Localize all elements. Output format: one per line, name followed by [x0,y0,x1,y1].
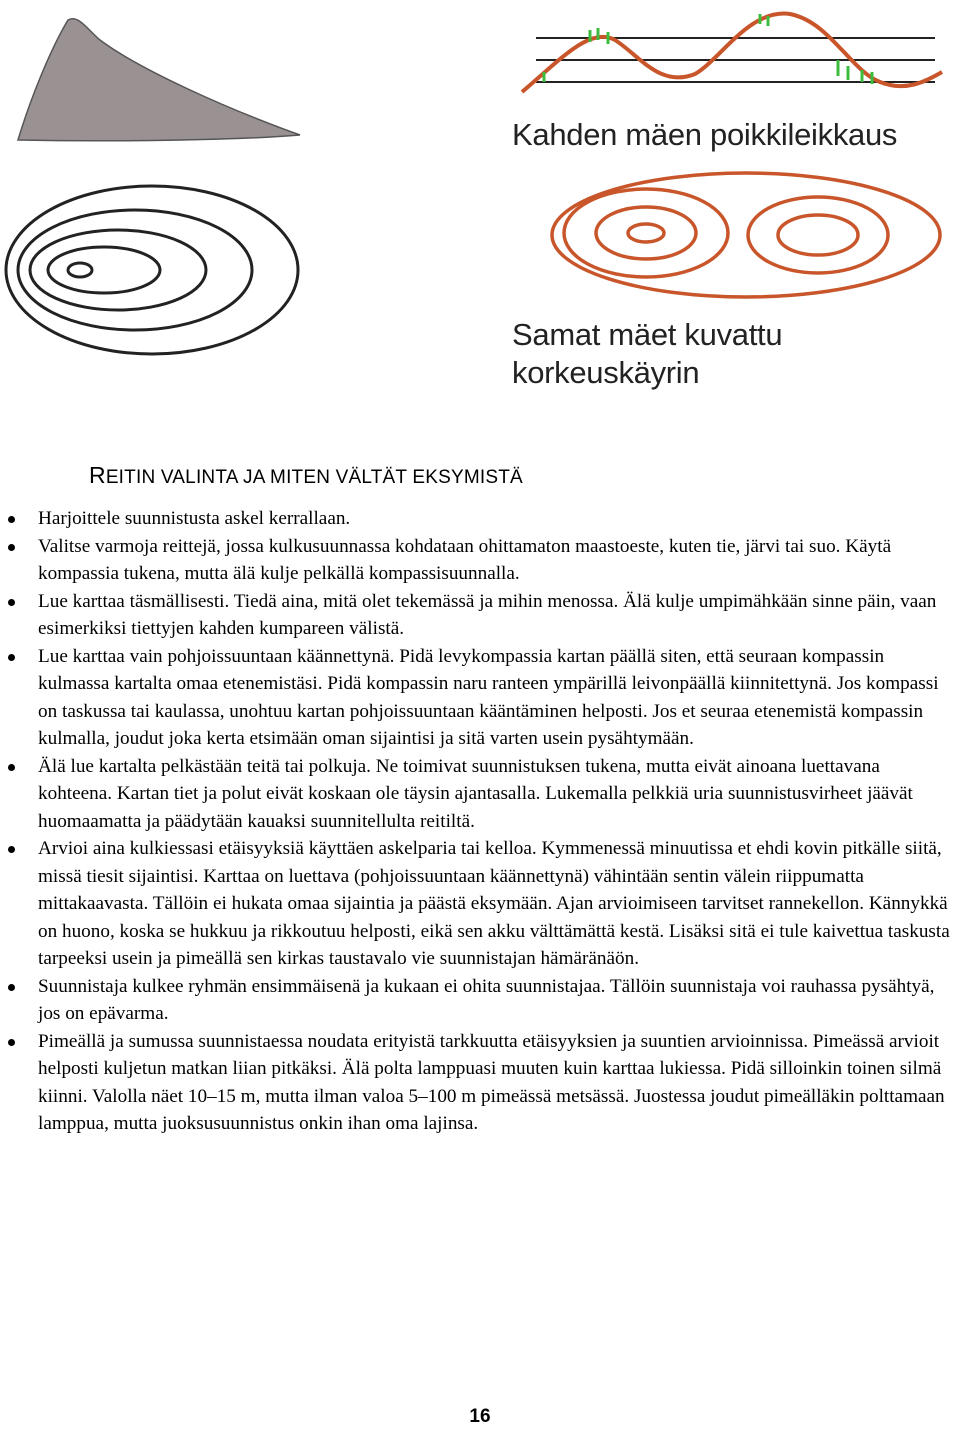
bullet-icon [8,764,15,771]
list-item [0,588,960,643]
cross-section-caption: Kahden mäen poikkileikkaus [512,117,898,152]
list-item-text: Harjoittele suunnistusta askel kerrallaan. [38,508,351,529]
section-heading [89,462,523,489]
black-contour-lines [6,186,298,354]
hill-illustration [0,0,320,370]
cross-section-curve [522,14,942,92]
bullet-icon [8,984,15,991]
list-item [0,835,960,973]
bullet-icon [8,544,15,551]
advice-list [0,505,960,1138]
grass-marks [544,14,872,84]
bullet-icon [8,654,15,661]
list-item-text: Älä lue kartalta pelkästään teitä tai polkuja. Ne toimivat suunnistuksen tukena, mutta eivät ainoana luettavana kohteena. Kartan tiet ja polut eivät koskaan ole täysin ajantasalla. Lukemalla pelkkiä uria suunnistusvirheet jäävät huomaamatta ja päädytään kauaksi suunnitellulta reitiltä. [38,755,913,832]
heading-initial: R [89,462,106,488]
contour-caption-line1: Samat mäet kuvattu [512,317,783,352]
list-item [0,533,960,588]
list-item-text: Pimeällä ja sumussa suunnistaessa noudata erityistä tarkkuutta etäisyyksien ja suuntien arvioinnissa. Pimeässä arvioit helposti kuljetun matkan liian pitkäksi. Älä polta lamppuasi muuten kuin karttaa lukiessa. Pidä silloinkin toinen silmä kiinni. Valolla näet 10–15 m, mutta ilman valoa 5–100 m pimeässä metsässä. Juostessa joudut pimeälläkin polttamaan lamppua, mutta juoksusuunnistus onkin ihan oma lajinsa. [38,1030,945,1134]
page-number: 16 [469,1406,491,1427]
list-item-text: Lue karttaa täsmällisesti. Tiedä aina, mitä olet tekemässä ja mihin menossa. Älä kulje umpimähkään sinne päin, vaan esimerkiksi tiettyjen kahden kumpareen välistä. [38,590,937,639]
hill-silhouette [18,19,300,141]
list-item [0,505,960,533]
red-contour-lines [552,173,940,297]
list-item [0,1028,960,1138]
list-item [0,973,960,1028]
bullet-icon [8,846,15,853]
bullet-icon [8,1039,15,1046]
contour-caption-line2: korkeuskäyrin [512,355,700,390]
list-item-text: Arvioi aina kulkiessasi etäisyyksiä käyttäen askelparia tai kelloa. Kymmenessä minuutissa et ehdi kovin pitkälle siitä, missä tiesit sijaintisi. Karttaa on luettava (pohjoissuuntaan käännettynä) vähintään sentin välein riippumatta mittakaavasta. Tällöin ei hukata omaa sijaintia ja päästä eksymään. Ajan arvioimiseen tarvitset rannekellon. Kännykkä on huono, koska se hukkuu ja rikkoutuu helposti, eikä sen akku välttämättä kestä. Lisäksi sitä ei tule kaivettua taskusta tarpeeksi usein ja pimeällä sen kirkas taustavalo vie suunnistajan hämäränäön. [38,838,950,969]
list-item-text: Valitse varmoja reittejä, jossa kulkusuunnassa kohdataan ohittamaton maastoeste, kuten tie, järvi tai suo. Käytä kompassia tukena, mutta älä kulje pelkällä kompassisuunnalla. [38,535,892,584]
list-item-text: Suunnistaja kulkee ryhmän ensimmäisenä ja kukaan ei ohita suunnistajaa. Tällöin suunnistaja voi rauhassa pysähtyä, jos on epävarma. [38,975,935,1024]
list-item [0,753,960,836]
list-item-text: Lue karttaa vain pohjoissuuntaan käännettynä. Pidä levykompassia kartan päällä siten, että seuraan kompassin kulmassa kartalta omaa etenemistäsi. Pidä kompassin naru ranteen ympärillä leivonpäällä kiinnitettynä. Jos kompassi on taskussa tai kaulassa, unohtuu kartan pohjoissuuntaan kääntäminen helposti. Jos et seuraa etenemistä kompassin kulmalla, joudut joka kerta etsimään oman sijaintisi ja sitä varten usein pysähtymään. [38,645,939,749]
heading-rest: EITIN VALINTA JA MITEN VÄLTÄT EKSYMISTÄ [105,467,523,488]
bullet-icon [8,599,15,606]
bullet-icon [8,516,15,523]
list-item [0,643,960,753]
